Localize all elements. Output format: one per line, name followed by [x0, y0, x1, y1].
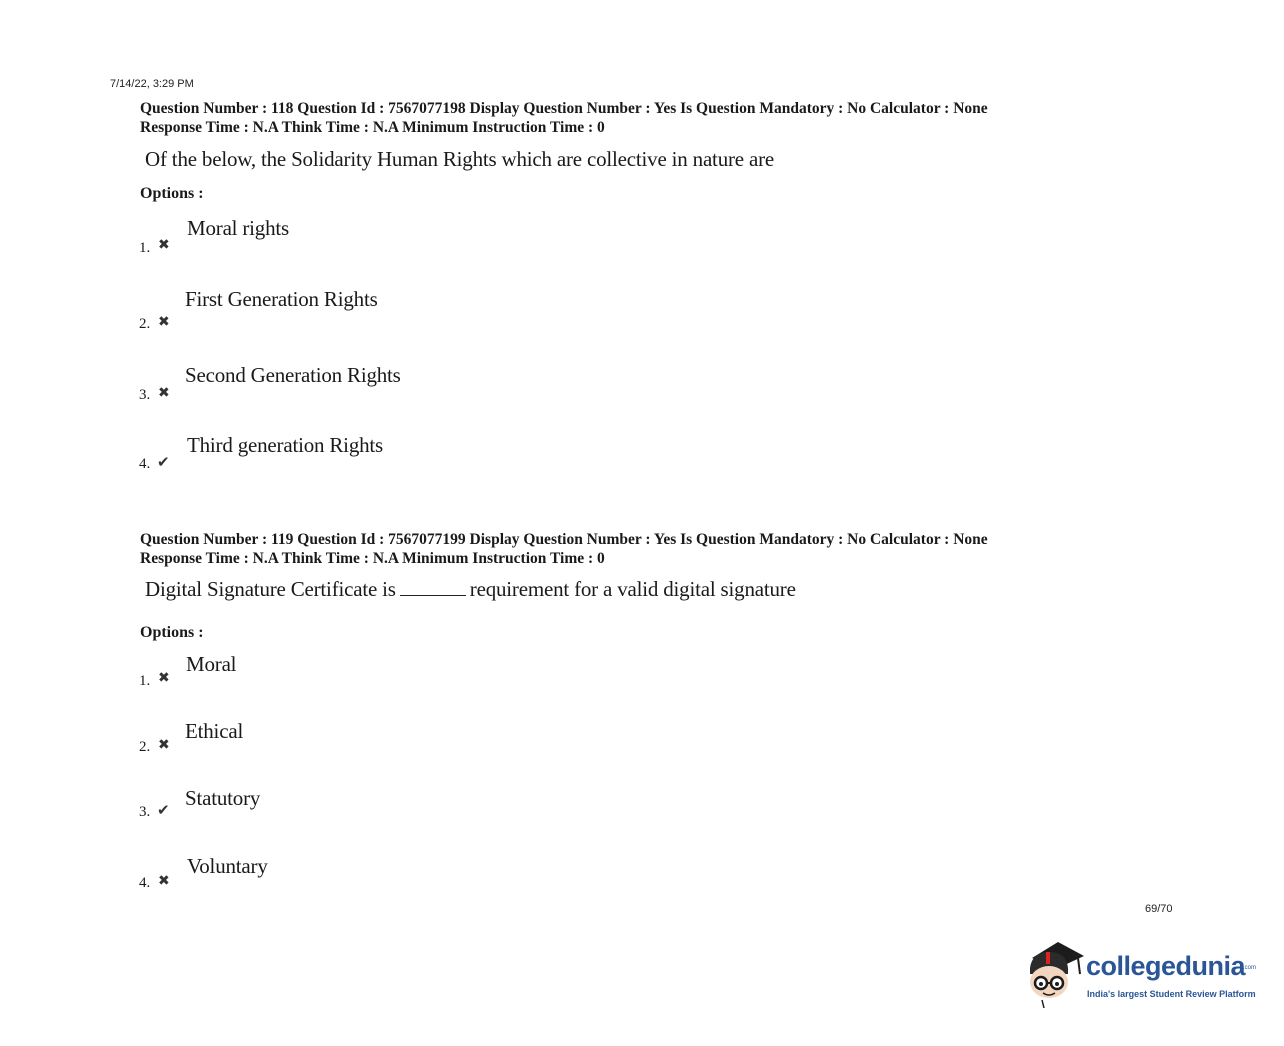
option-text: Ethical [185, 719, 244, 743]
option-number: 1. [139, 240, 151, 256]
check-icon: ✔ [157, 453, 170, 471]
options-label: Options : [140, 624, 204, 641]
cross-icon: ✖ [158, 873, 170, 889]
option-text: Moral rights [187, 216, 290, 240]
question-meta-line2: Response Time : N.A Think Time : N.A Minimum Instruction Time : 0 [140, 550, 605, 567]
brand-tagline: India's largest Student Review Platform [1087, 989, 1256, 999]
cross-icon: ✖ [158, 314, 170, 330]
option-number: 4. [139, 875, 151, 891]
brand-name: collegedunia [1086, 951, 1246, 981]
option-number: 3. [139, 387, 151, 403]
print-timestamp: 7/14/22, 3:29 PM [110, 78, 194, 90]
option-text: Moral [186, 652, 237, 676]
cross-icon: ✖ [158, 737, 170, 753]
page-number: 69/70 [1145, 903, 1173, 915]
option-number: 1. [139, 673, 151, 689]
option-text: Third generation Rights [187, 433, 384, 457]
question-meta-line2: Response Time : N.A Think Time : N.A Minimum Instruction Time : 0 [140, 119, 605, 136]
question-text-after: requirement for a valid digital signature [469, 577, 796, 601]
option-text: First Generation Rights [185, 287, 378, 311]
question-text-before: Digital Signature Certificate is [145, 577, 396, 601]
check-icon: ✔ [157, 801, 170, 819]
cross-icon: ✖ [158, 670, 170, 686]
question-text [145, 577, 796, 602]
question-meta-line1: Question Number : 119 Question Id : 7567077199 Display Question Number : Yes Is Question Mandatory : No Calculator : None [140, 531, 988, 548]
option-number: 3. [139, 804, 151, 820]
option-text: Statutory [185, 786, 261, 810]
fill-in-blank [400, 595, 466, 596]
cross-icon: ✖ [158, 237, 170, 253]
option-number: 4. [139, 456, 151, 472]
mascot-icon [1024, 938, 1086, 1010]
cross-icon: ✖ [158, 385, 170, 401]
options-label: Options : [140, 185, 204, 202]
option-number: 2. [139, 739, 151, 755]
question-text: Of the below, the Solidarity Human Rights which are collective in nature are [145, 147, 774, 171]
question-meta-line1: Question Number : 118 Question Id : 7567077198 Display Question Number : Yes Is Question Mandatory : No Calculator : None [140, 100, 988, 117]
option-text: Second Generation Rights [185, 363, 401, 387]
option-number: 2. [139, 316, 151, 332]
brand-suffix: .com [1243, 965, 1257, 971]
option-text: Voluntary [187, 854, 268, 878]
